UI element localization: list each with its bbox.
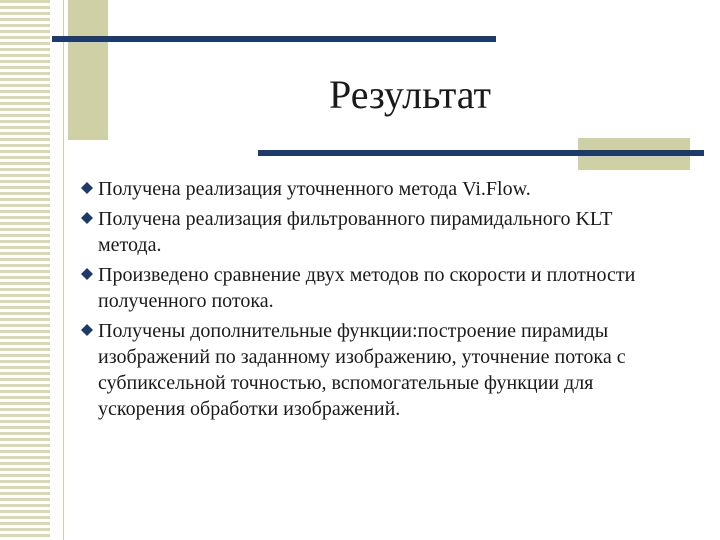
title-bar-top [52, 36, 496, 42]
bullet-list [80, 176, 680, 426]
list-item [80, 318, 680, 422]
diamond-bullet-icon [80, 267, 94, 281]
bullet-text: Получена реализация уточненного метода Vi.Flow. [98, 178, 531, 200]
diamond-bullet-icon [80, 323, 94, 337]
bullet-text: Получены дополнительные функции:построение пирамиды изображений по заданному изображению, уточнение потока с субпиксельной точностью, вспомогательные функции для ускорения обработки изображений. [98, 320, 626, 420]
slide-title: Результат [328, 72, 491, 117]
bullet-text: Произведено сравнение двух методов по скорости и плотности полученного потока. [98, 264, 636, 312]
list-item [80, 262, 680, 314]
title-bar-bottom [258, 150, 704, 156]
diamond-bullet-icon [80, 181, 94, 195]
diamond-bullet-icon [80, 211, 94, 225]
list-item [80, 176, 680, 202]
decorative-stripes [0, 0, 50, 540]
bullet-text: Получена реализация фильтрованного пирамидального KLT метода. [98, 208, 613, 256]
accent-block-top [68, 0, 108, 140]
vertical-divider [63, 0, 64, 540]
list-item [80, 206, 680, 258]
